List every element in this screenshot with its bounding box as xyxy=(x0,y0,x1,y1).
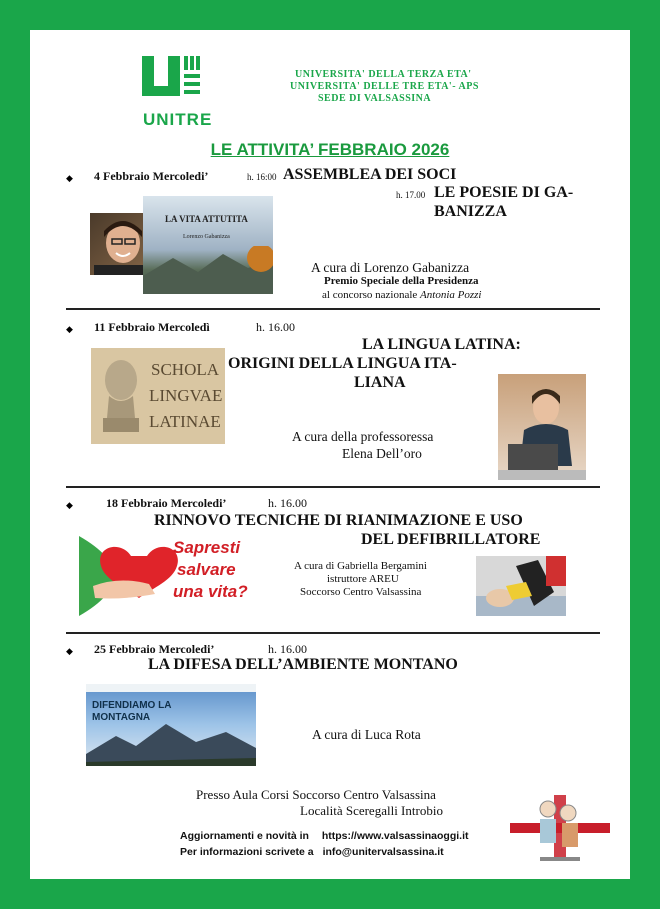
bullet-icon: ◆ xyxy=(66,173,73,183)
event4-headline: LA DIFESA DELL’AMBIENTE MONTANO xyxy=(148,656,458,673)
footer-updates xyxy=(180,830,469,842)
image-line-1: DIFENDIAMO LA xyxy=(92,700,172,711)
event1-credit: A cura di Lorenzo Gabanizza xyxy=(311,260,470,275)
schola-line-1: SCHOLA xyxy=(151,360,220,379)
event1-award: Premio Speciale della Presidenza xyxy=(324,275,479,287)
event3-credit-line3: Soccorso Centro Valsassina xyxy=(300,586,422,598)
logo-wordmark: UNITRE xyxy=(143,110,213,129)
separator xyxy=(66,632,600,634)
bullet-icon: ◆ xyxy=(66,500,73,510)
bullet-icon: ◆ xyxy=(66,646,73,656)
event2-hour: h. 16.00 xyxy=(256,320,295,334)
event2-headline-line1: LA LINGUA LATINA: xyxy=(362,336,521,353)
book-title: LA VITA ATTUTITA xyxy=(165,214,248,224)
professor-photo xyxy=(498,374,586,480)
graphic-line-2: salvare xyxy=(177,560,236,579)
event3-credit-line1: A cura di Gabriella Bergamini xyxy=(294,560,427,572)
event3-headline-line1: RINNOVO TECNICHE DI RIANIMAZIONE E USO xyxy=(154,512,523,529)
schola-image xyxy=(91,348,225,444)
book-cover xyxy=(143,196,273,294)
event2-credit-line1: A cura della professoressa xyxy=(292,429,434,444)
event4-date: 25 Febbraio Mercoledi’ xyxy=(94,642,215,656)
separator xyxy=(66,486,600,488)
event2-headline-line3: LIANA xyxy=(354,374,406,391)
schola-line-3: LATINAE xyxy=(149,412,221,431)
event3-headline-line2: DEL DEFIBRILLATORE xyxy=(361,531,541,548)
event4-credit: A cura di Luca Rota xyxy=(312,727,421,742)
event1-hour2: h. 17.00 xyxy=(396,190,426,200)
book-author: Lorenzo Gabanizza xyxy=(183,234,230,240)
event1-headline2-line1: LE POESIE DI GA- xyxy=(434,184,574,201)
updates-link[interactable]: https://www.valsassinaoggi.it xyxy=(321,830,469,842)
org-line-3: SEDE DI VALSASSINA xyxy=(318,93,432,104)
venue-line-2: Località Sceregalli Introbio xyxy=(300,803,443,818)
unitre-logo-icon xyxy=(142,56,200,104)
org-line-1: UNIVERSITA' DELLA TERZA ETA' xyxy=(295,69,472,80)
event1-award-note: al concorso nazionale Antonia Pozzi xyxy=(322,289,482,301)
graphic-line-1: Sapresti xyxy=(173,538,241,557)
cpr-photo xyxy=(476,556,566,616)
elderly-couple-logo xyxy=(510,795,610,865)
info-email-link[interactable]: info@unitervalsassina.it xyxy=(322,846,444,858)
footer-info xyxy=(180,846,444,858)
graphic-line-3: una vita? xyxy=(173,582,248,601)
event2-headline-line2: ORIGINI DELLA LINGUA ITA- xyxy=(228,355,457,372)
flyer-page xyxy=(30,30,630,879)
updates-label: Aggiornamenti e novità in xyxy=(180,830,309,842)
separator xyxy=(66,308,600,310)
event1-hour: h. 16:00 xyxy=(247,172,277,182)
mountain-image xyxy=(86,684,256,766)
info-label: Per informazioni scrivete a xyxy=(180,846,314,858)
event3-credit-line2: istruttore AREU xyxy=(327,573,399,585)
event2-credit-line2: Elena Dell’oro xyxy=(342,446,422,461)
schola-line-2: LINGVAE xyxy=(149,386,223,405)
image-line-2: MONTAGNA xyxy=(92,712,151,723)
venue-line-1: Presso Aula Corsi Soccorso Centro Valsassina xyxy=(196,787,436,802)
save-a-life-graphic xyxy=(79,536,263,616)
event2-date: 11 Febbraio Mercoledì xyxy=(94,320,210,334)
event4-hour: h. 16.00 xyxy=(268,642,307,656)
event1-headline: ASSEMBLEA DEI SOCI xyxy=(283,166,457,183)
bullet-icon: ◆ xyxy=(66,324,73,334)
event3-hour: h. 16.00 xyxy=(268,496,307,510)
org-line-2: UNIVERSITA' DELLE TRE ETA'- APS xyxy=(290,81,479,92)
event1-date: 4 Febbraio Mercoledi’ xyxy=(94,169,209,183)
page-title: LE ATTIVITA’ FEBBRAIO 2026 xyxy=(210,140,450,159)
event1-headline2-line2: BANIZZA xyxy=(434,203,507,220)
event3-date: 18 Febbraio Mercoledi’ xyxy=(106,496,227,510)
